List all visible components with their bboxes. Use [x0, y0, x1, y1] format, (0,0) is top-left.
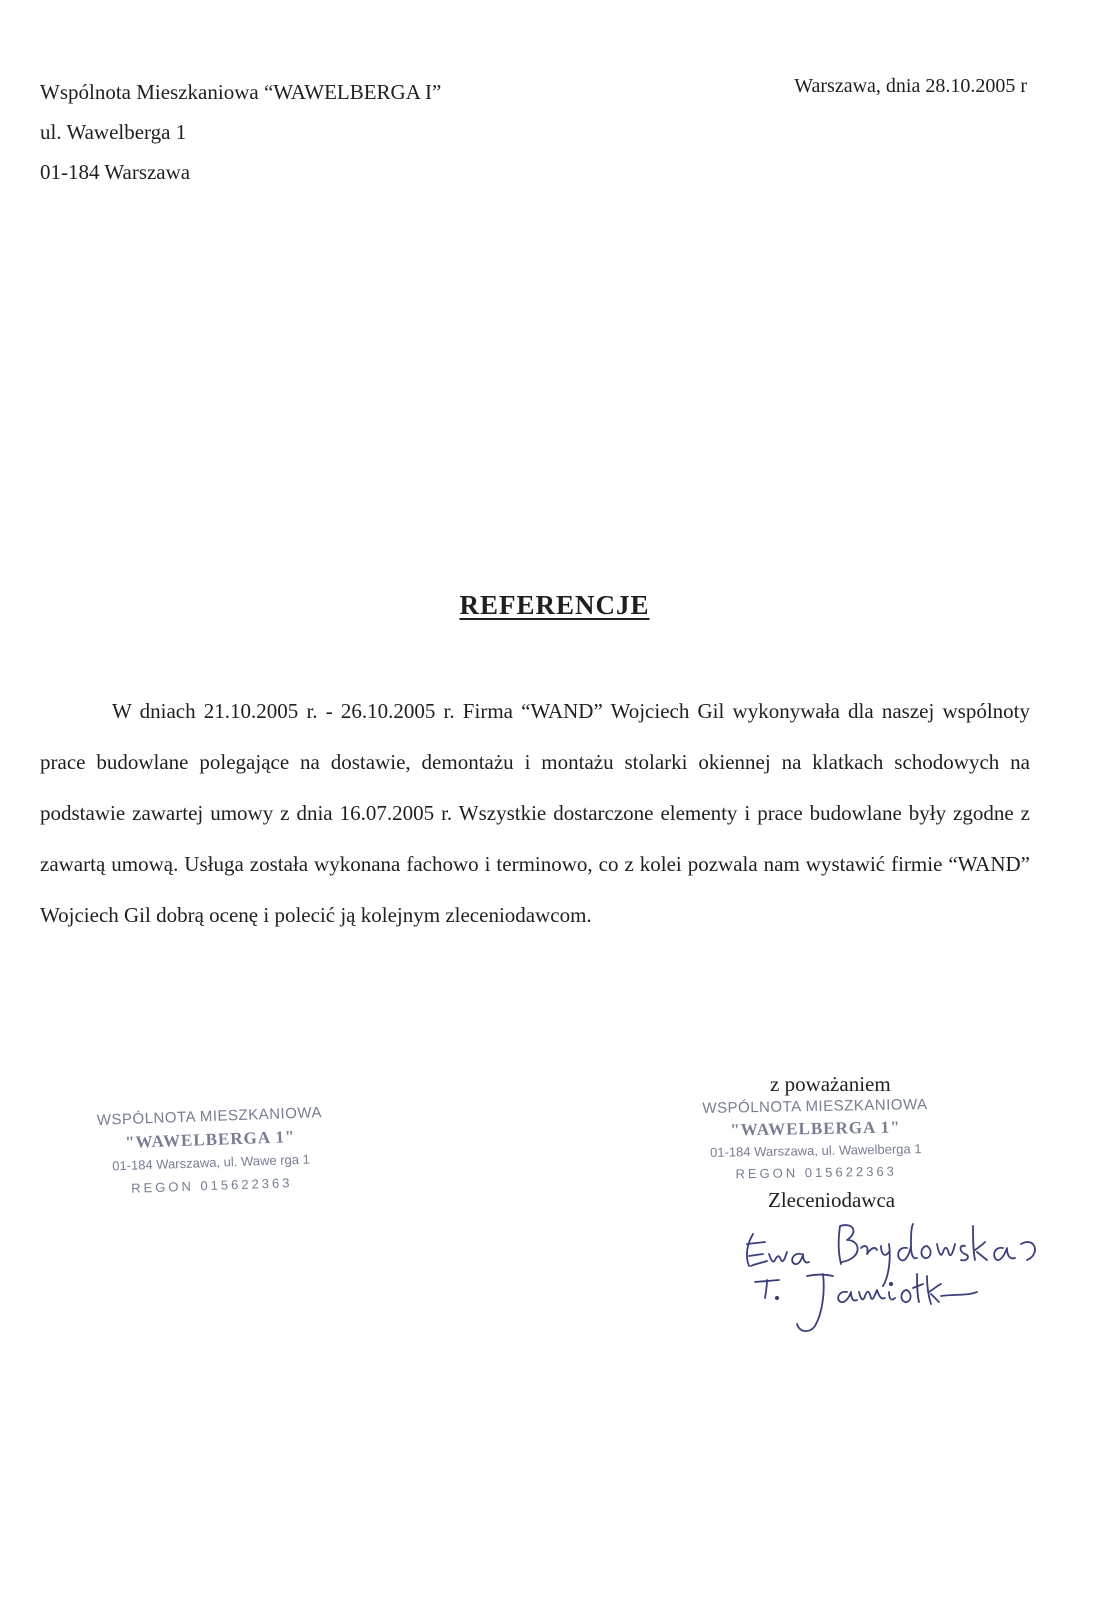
sender-city: 01-184 Warszawa	[40, 160, 191, 184]
stamp-right-line1: WSPÓLNOTA MIESZKANIOWA	[702, 1096, 928, 1117]
stamp-right-line2: "WAWELBERGA 1"	[730, 1117, 901, 1140]
date-line: Warszawa, dnia 28.10.2005 r	[794, 75, 1027, 97]
stamp-left-line2: "WAWELBERGA 1"	[124, 1127, 296, 1152]
stamp-left-line1: WSPÓLNOTA MIESZKANIOWA	[96, 1104, 323, 1129]
stamp-right-line3: 01-184 Warszawa, ul. Wawelberga 1	[709, 1141, 922, 1160]
reference-body: W dniach 21.10.2005 r. - 26.10.2005 r. Firma “WAND” Wojciech Gil wykonywała dla naszej wspólnoty prace budowlane polegające na dostawie, demontażu i montażu stolarki okiennej na klatkach schodowych na podstawie zawartej umowy z dnia 16.07.2005 r. Wszystkie dostarczone elementy i prace budowlane były zgodne z zawartą umową. Usługa została wykonana fachowo i terminowo, co z kolei pozwala nam wystawić firmie “WAND” Wojciech Gil dobrą ocenę i polecić ją kolejnym zleceniodawcom.	[40, 699, 1030, 927]
stamp-right	[702, 1094, 929, 1186]
stamp-left-line4: REGON 015622363	[130, 1175, 293, 1196]
sender-street: ul. Wawelberga 1	[40, 120, 187, 144]
document-title: REFERENCJE	[459, 590, 650, 620]
stamp-left-line3: 01-184 Warszawa, ul. Wawe rga 1	[111, 1151, 311, 1174]
sender-name: Wspólnota Mieszkaniowa “WAWELBERGA I”	[40, 80, 442, 104]
stamp-right-line4: REGON 015622363	[735, 1163, 897, 1182]
closing-text: z poważaniem	[770, 1072, 891, 1096]
handwritten-signature	[735, 1214, 1055, 1339]
sender-block	[40, 72, 441, 192]
role-label: Zleceniodawca	[768, 1188, 896, 1212]
stamp-left	[96, 1101, 324, 1201]
